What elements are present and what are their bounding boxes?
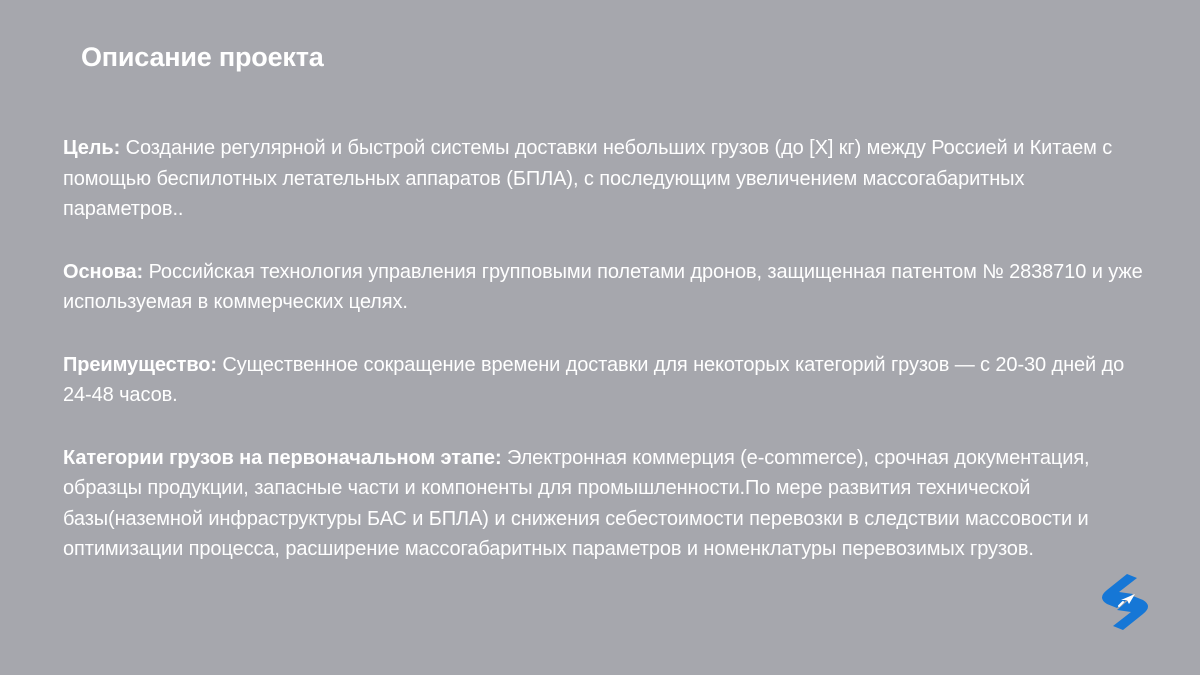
goal-paragraph bbox=[63, 133, 1143, 225]
goal-label: Цель: bbox=[63, 137, 121, 159]
cargo-categories-paragraph bbox=[63, 443, 1143, 565]
basis-text: Российская технология управления групповыми полетами дронов, защищенная патентом № 2838710 и уже используемая в коммерческих целях. bbox=[63, 260, 1143, 313]
goal-text: Создание регулярной и быстрой системы доставки небольших грузов (до [X] кг) между Россией и Китаем с помощью беспилотных летательных аппаратов (БПЛА), с последующим увеличением массогабаритных параметров.. bbox=[63, 137, 1113, 220]
page-title: Описание проекта bbox=[81, 42, 324, 72]
project-description bbox=[63, 133, 1143, 597]
advantage-text: Существенное сокращение времени доставки для некоторых категорий грузов — с 20-30 дней до 24-48 часов. bbox=[63, 353, 1125, 406]
basis-label: Основа: bbox=[63, 260, 144, 283]
basis-paragraph bbox=[63, 257, 1143, 318]
company-logo-icon bbox=[1093, 570, 1157, 634]
advantage-paragraph bbox=[63, 350, 1143, 411]
cargo-categories-text: Электронная коммерция (e-commerce), срочная документация, образцы продукции, запасные части и компоненты для промышленности.По мере развития технической базы(наземной инфраструктуры БАС и БПЛА) и снижения себестоимости перевозки в следствии массовости и оптимизации процесса, расширение массогабаритных параметров и номенклатуры перевозимых грузов. bbox=[63, 446, 1090, 560]
cargo-categories-label: Категории грузов на первоначальном этапе: bbox=[63, 446, 502, 469]
advantage-label: Преимущество: bbox=[63, 353, 217, 376]
